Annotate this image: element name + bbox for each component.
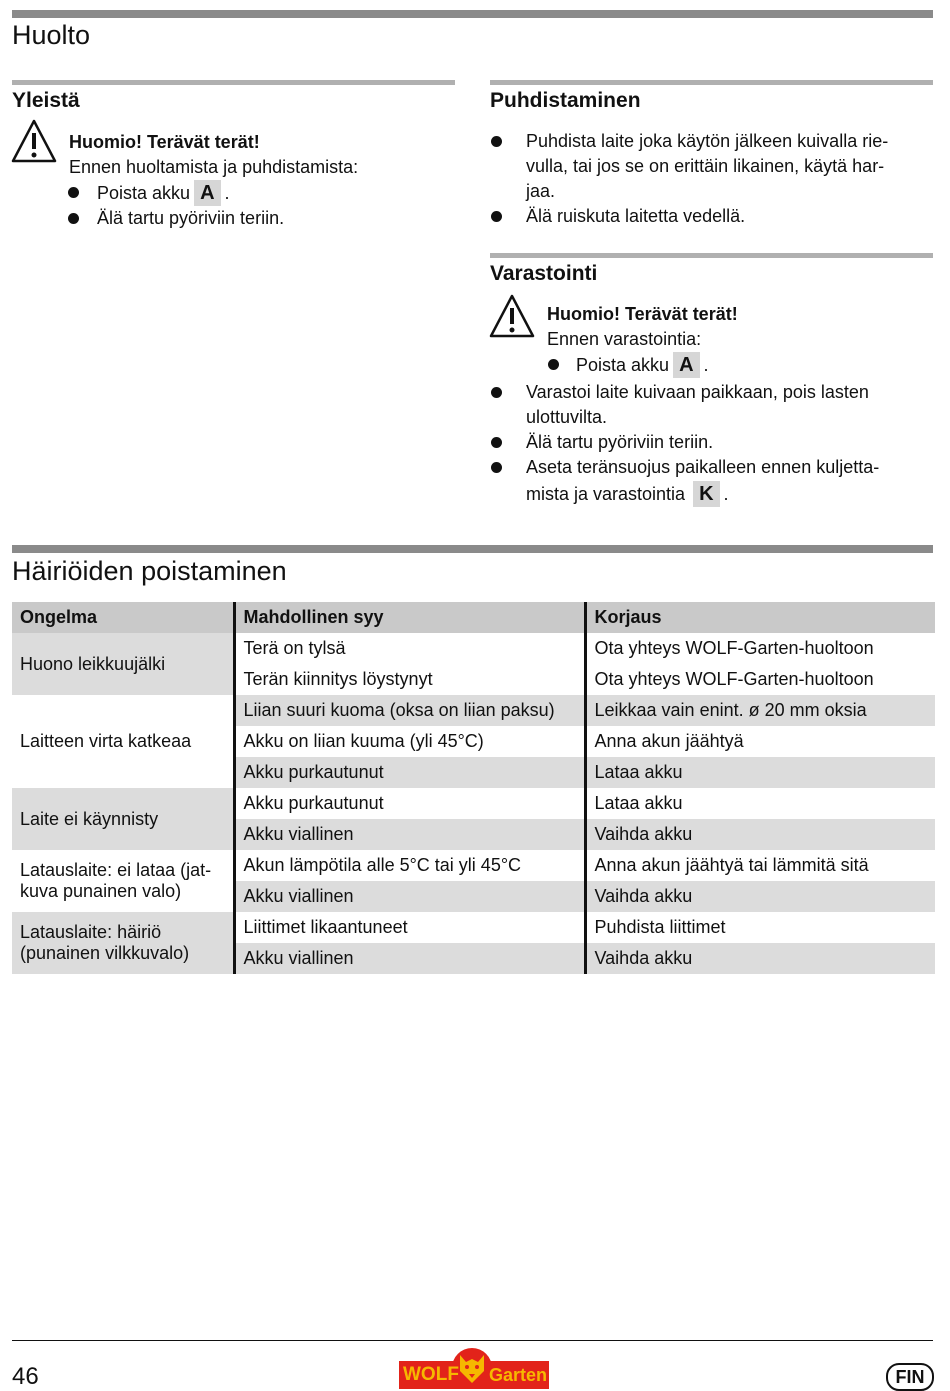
- varastointi-item-1-line-1: Varastoi laite kuivaan paikkaan, pois lasten: [526, 382, 869, 402]
- wolf-garten-logo: [399, 1347, 549, 1390]
- varastointi-warning-intro: Ennen varastointia:: [547, 329, 702, 349]
- bullet: [68, 187, 79, 198]
- bullet: [548, 359, 559, 370]
- fix-cell: Vaihda akku: [585, 881, 935, 912]
- cause-cell: Akku purkautunut: [234, 788, 585, 819]
- varastointi-item-3-line-1: Aseta teränsuojus paikalleen ennen kuljetta-: [526, 457, 880, 477]
- yleista-heading: Yleistä: [12, 89, 80, 112]
- cause-cell: Akku viallinen: [234, 819, 585, 850]
- varastointi-item-1-line-2: ulottuvilta.: [526, 407, 608, 427]
- puhdistaminen-item-1-line-1: Puhdista laite joka käytön jälkeen kuivalla rie-: [526, 131, 889, 151]
- cause-cell: Liian suuri kuoma (oksa on liian paksu): [234, 695, 585, 726]
- cause-cell: Akku on liian kuuma (yli 45°C): [234, 726, 585, 757]
- yleista-item-1-end: .: [224, 183, 230, 203]
- table-row: [12, 633, 935, 664]
- table-row: [12, 788, 935, 819]
- puhdistaminen-item-2: Älä ruiskuta laitetta vedellä.: [526, 206, 746, 226]
- fix-cell: Anna akun jäähtyä tai lämmitä sitä: [585, 850, 935, 881]
- problem-line: (punainen vilkkuvalo): [20, 943, 190, 963]
- varastointi-item-3-line-2: [526, 481, 729, 507]
- puhdistaminen-heading: Puhdistaminen: [490, 89, 641, 112]
- key-label-a: A: [673, 352, 699, 378]
- fix-cell: Anna akun jäähtyä: [585, 726, 935, 757]
- page-number: 46: [12, 1363, 39, 1390]
- problem-cell: Laite ei käynnisty: [12, 788, 234, 850]
- cause-cell: Akun lämpötila alle 5°C tai yli 45°C: [234, 850, 585, 881]
- table-row: [12, 695, 935, 726]
- troubleshooting-table: [12, 602, 935, 974]
- cause-cell: Terä on tylsä: [234, 633, 585, 664]
- varastointi-item-2: Älä tartu pyöriviin teriin.: [526, 432, 714, 452]
- varastointi-item-3-text: mista ja varastointia: [526, 484, 686, 504]
- footer-rule: [12, 1340, 933, 1341]
- yleista-item-2: Älä tartu pyöriviin teriin.: [97, 208, 285, 228]
- hairiot-heading: Häiriöiden poistaminen: [12, 556, 287, 586]
- bullet: [491, 387, 502, 398]
- varastointi-warning-title: Huomio! Terävät terät!: [547, 304, 738, 324]
- cause-cell: Akku purkautunut: [234, 757, 585, 788]
- language-label: FIN: [895, 1367, 925, 1387]
- bullet: [68, 213, 79, 224]
- header-korjaus: Korjaus: [585, 602, 935, 633]
- problem-cell: [12, 912, 234, 974]
- varastointi-heading: Varastointi: [490, 262, 598, 285]
- yleista-item-1: [97, 180, 230, 206]
- warning-triangle-icon: [489, 294, 535, 338]
- problem-cell: Laitteen virta katkeaa: [12, 695, 234, 788]
- fix-cell: Lataa akku: [585, 788, 935, 819]
- fix-cell: Ota yhteys WOLF-Garten-huoltoon: [585, 633, 935, 664]
- cause-cell: Akku viallinen: [234, 943, 585, 974]
- yleista-item-1-text: Poista akku: [97, 183, 191, 203]
- top-rule: [12, 10, 933, 18]
- logo-wolf-text: WOLF: [403, 1364, 459, 1385]
- key-label-k: K: [693, 481, 719, 507]
- problem-cell: [12, 850, 234, 912]
- warning-triangle-icon: [11, 119, 57, 163]
- varastointi-sub-item: [576, 352, 709, 378]
- yleista-warning-intro: Ennen huoltamista ja puhdistamista:: [69, 157, 359, 177]
- varastointi-item-3-end: .: [723, 484, 729, 504]
- bullet: [491, 211, 502, 222]
- puhdistaminen-rule: [490, 80, 933, 85]
- problem-line: kuva punainen valo): [20, 881, 182, 901]
- fix-cell: Ota yhteys WOLF-Garten-huoltoon: [585, 664, 935, 695]
- fix-cell: Vaihda akku: [585, 819, 935, 850]
- table-row: [12, 850, 935, 881]
- table-row: [12, 912, 935, 943]
- puhdistaminen-item-1-line-2: vulla, tai jos se on erittäin likainen, käytä har-: [526, 156, 885, 176]
- bullet: [491, 437, 502, 448]
- varastointi-rule: [490, 253, 933, 258]
- table-header-row: [12, 602, 935, 633]
- varastointi-sub-item-text: Poista akku: [576, 355, 670, 375]
- header-syy: Mahdollinen syy: [234, 602, 585, 633]
- page-title: Huolto: [12, 20, 91, 50]
- key-label-a: A: [194, 180, 220, 206]
- fix-cell: Leikkaa vain enint. ø 20 mm oksia: [585, 695, 935, 726]
- fix-cell: Lataa akku: [585, 757, 935, 788]
- varastointi-sub-item-end: .: [703, 355, 709, 375]
- cause-cell: Akku viallinen: [234, 881, 585, 912]
- language-badge: [886, 1363, 934, 1391]
- problem-line: Latauslaite: häiriö: [20, 922, 162, 942]
- bullet: [491, 462, 502, 473]
- fix-cell: Vaihda akku: [585, 943, 935, 974]
- yleista-warning-title: Huomio! Terävät terät!: [69, 132, 260, 152]
- cause-cell: Terän kiinnitys löystynyt: [234, 664, 585, 695]
- yleista-rule: [12, 80, 455, 85]
- bullet: [491, 136, 502, 147]
- fix-cell: Puhdista liittimet: [585, 912, 935, 943]
- cause-cell: Liittimet likaantuneet: [234, 912, 585, 943]
- puhdistaminen-item-1-line-3: jaa.: [526, 181, 556, 201]
- logo-garten-text: Garten: [489, 1365, 548, 1385]
- problem-cell: Huono leikkuujälki: [12, 633, 234, 695]
- problem-line: Latauslaite: ei lataa (jat-: [20, 860, 212, 880]
- hairiot-rule: [12, 545, 933, 553]
- header-ongelma: Ongelma: [12, 602, 234, 633]
